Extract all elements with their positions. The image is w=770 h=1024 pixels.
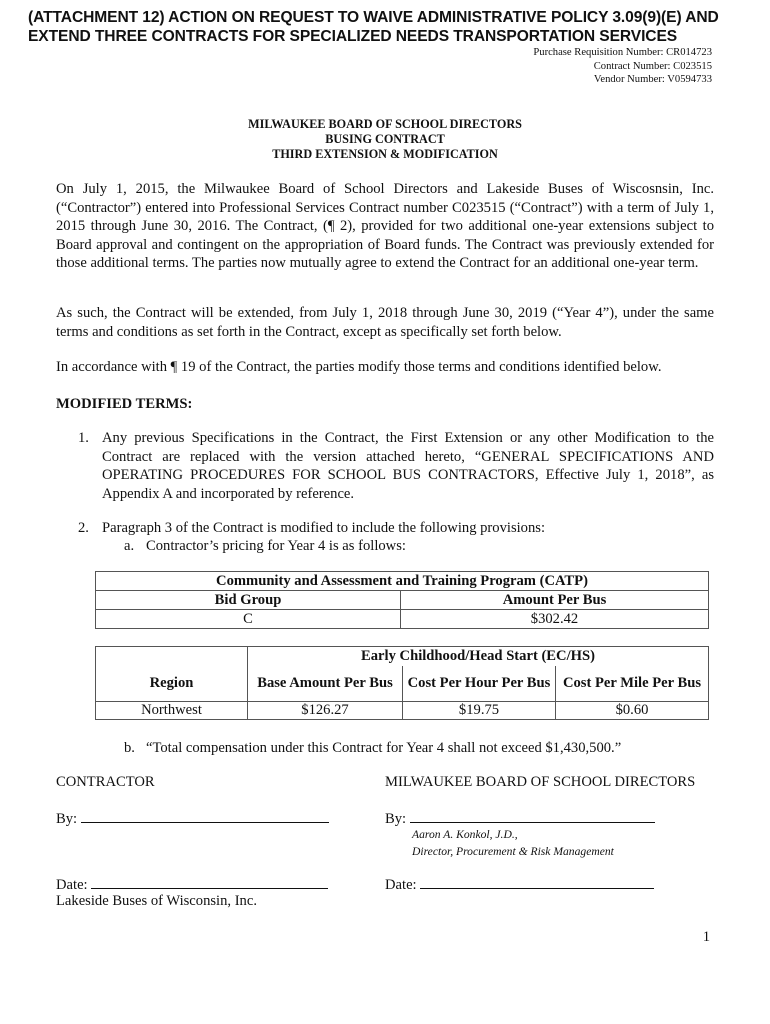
board-signature-field[interactable] bbox=[410, 809, 655, 823]
table-cell: Northwest bbox=[96, 702, 248, 720]
table-cell: $302.42 bbox=[401, 610, 709, 629]
column-header: Cost Per Hour Per Bus bbox=[403, 666, 556, 702]
column-header: Cost Per Mile Per Bus bbox=[556, 666, 709, 702]
table-cell: C bbox=[96, 610, 401, 629]
by-label: By: bbox=[385, 811, 407, 827]
document-title: (ATTACHMENT 12) ACTION ON REQUEST TO WAIVE ADMINISTRATIVE POLICY 3.09(9)(E) AND EXTEND THREE CONTRACTS FOR SPECIALIZED NEEDS TRANSPORTATION SERVICES bbox=[28, 9, 719, 45]
intro-paragraph: On July 1, 2015, the Milwaukee Board of School Directors and Lakeside Buses of Wiscosnsin, Inc. (“Contractor”) entered into Professional Services Contract number C023515 (“Contract”) with a term of July 1, 2015 through June 30, 2016. The Contract, (¶ 2), provided for two additional one-year extensions subject to Board approval and contingent on the appropriation of Board funds. The Contract was previously extended for those additional terms. The parties now mutually agree to extend the Contract for an additional one-year term. bbox=[56, 181, 714, 271]
item-number: 2. bbox=[78, 520, 89, 536]
column-header: Base Amount Per Bus bbox=[248, 666, 403, 702]
date-label: Date: bbox=[385, 877, 417, 893]
table-cell: $19.75 bbox=[403, 702, 556, 720]
extension-paragraph: As such, the Contract will be extended, from July 1, 2018 through June 30, 2019 (“Year 4”), under the same terms and conditions as set forth in the Contract, except as specifically set forth below. bbox=[56, 305, 714, 340]
modified-term-1 bbox=[56, 429, 714, 503]
contractor-signature-field[interactable] bbox=[81, 809, 329, 823]
heading-line-3: THIRD EXTENSION & MODIFICATION bbox=[272, 147, 498, 161]
heading-line-1: MILWAUKEE BOARD OF SCHOOL DIRECTORS bbox=[248, 117, 522, 131]
table-row bbox=[96, 610, 709, 629]
reference-numbers bbox=[533, 46, 712, 87]
sub-item-a bbox=[124, 537, 406, 555]
heading-line-2: BUSING CONTRACT bbox=[325, 132, 445, 146]
date-label: Date: bbox=[56, 877, 88, 893]
modification-paragraph: In accordance with ¶ 19 of the Contract, the parties modify those terms and conditions identified below. bbox=[56, 359, 662, 375]
vendor-number: Vendor Number: V0594733 bbox=[593, 74, 712, 85]
sub-item-text: Contractor’s pricing for Year 4 is as follows: bbox=[146, 538, 406, 554]
sub-item-label: a. bbox=[124, 538, 135, 554]
table-cell: $126.27 bbox=[248, 702, 403, 720]
signer-title: Director, Procurement & Risk Management bbox=[412, 845, 614, 858]
item-number: 1. bbox=[78, 430, 89, 446]
by-label: By: bbox=[56, 811, 78, 827]
contractor-date-field[interactable] bbox=[91, 875, 328, 889]
contractor-name: Lakeside Buses of Wisconsin, Inc. bbox=[56, 893, 257, 909]
column-header: Amount Per Bus bbox=[401, 591, 709, 610]
table-cell: $0.60 bbox=[556, 702, 709, 720]
board-date-field[interactable] bbox=[420, 875, 654, 889]
table-title: Early Childhood/Head Start (EC/HS) bbox=[248, 647, 709, 666]
catp-pricing-table bbox=[95, 571, 709, 629]
page-number: 1 bbox=[702, 929, 710, 945]
item-text: Paragraph 3 of the Contract is modified to include the following provisions: bbox=[102, 520, 546, 536]
table-title: Community and Assessment and Training Program (CATP) bbox=[96, 572, 709, 591]
item-text: Any previous Specifications in the Contract, the First Extension or any other Modification to the Contract are replaced with the version attached hereto, “GENERAL SPECIFICATIONS AND OPERATING PROCEDURES FOR SCHOOL BUS CONTRACTORS, Effective July 1, 2018”, as Appendix A and incorporated by reference. bbox=[102, 430, 714, 502]
sub-item-label: b. bbox=[124, 740, 135, 756]
board-date-line bbox=[385, 875, 654, 894]
echs-pricing-table bbox=[95, 646, 709, 720]
contractor-by-line bbox=[56, 809, 329, 828]
contract-heading bbox=[0, 117, 770, 162]
contractor-label: CONTRACTOR bbox=[56, 774, 155, 790]
board-label: MILWAUKEE BOARD OF SCHOOL DIRECTORS bbox=[385, 774, 696, 790]
table-row bbox=[96, 702, 709, 720]
column-header: Region bbox=[96, 666, 248, 702]
modified-terms-heading: MODIFIED TERMS: bbox=[56, 396, 193, 412]
sub-item-text: “Total compensation under this Contract for Year 4 shall not exceed $1,430,500.” bbox=[146, 740, 622, 756]
board-signer bbox=[412, 826, 614, 860]
signer-name: Aaron A. Konkol, J.D., bbox=[412, 828, 518, 841]
modified-term-2 bbox=[56, 519, 714, 538]
contract-number: Contract Number: C023515 bbox=[593, 60, 712, 72]
purchase-requisition-number: Purchase Requisition Number: CR014723 bbox=[533, 47, 712, 58]
column-header: Bid Group bbox=[96, 591, 401, 610]
sub-item-b bbox=[124, 739, 621, 757]
